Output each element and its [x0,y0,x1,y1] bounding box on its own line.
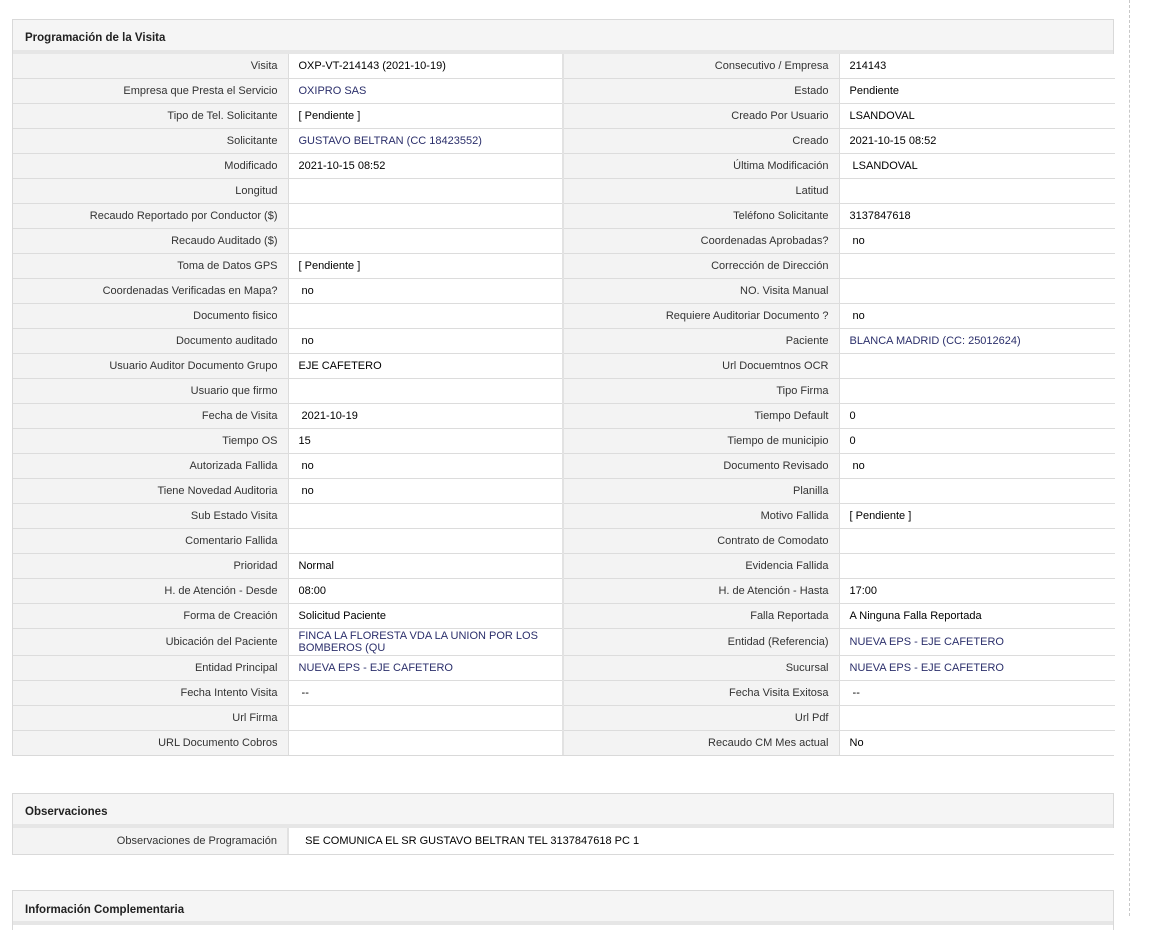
row-label-left: Prioridad [13,554,288,579]
row-label-right: Planilla [563,479,839,504]
row-label-right: Coordenadas Aprobadas? [563,229,839,254]
row-label-left: Tiene Novedad Auditoria [13,479,288,504]
table-row [13,229,1115,254]
row-value-right [839,354,1115,379]
row-value-left: no [288,279,563,304]
row-label-left: Tiempo OS [13,429,288,454]
row-value-left: 08:00 [288,579,563,604]
row-value-right: [ Pendiente ] [839,504,1115,529]
table-row [13,404,1115,429]
row-label-right: Estado [563,79,839,104]
table-row [13,629,1115,656]
row-label-left: Fecha de Visita [13,404,288,429]
row-value-left: -- [288,681,563,706]
row-value-right: LSANDOVAL [839,154,1115,179]
row-value-left: NUEVA EPS - EJE CAFETERO [288,656,563,681]
row-label-left: Autorizada Fallida [13,454,288,479]
row-label-right: Paciente [563,329,839,354]
row-value-right: Pendiente [839,79,1115,104]
row-label-right: Motivo Fallida [563,504,839,529]
table-row [13,379,1115,404]
table-row [13,129,1115,154]
table-row [13,279,1115,304]
row-label-left: Entidad Principal [13,656,288,681]
row-value-right: BLANCA MADRID (CC: 25012624) [839,329,1115,354]
row-label-right: Falla Reportada [563,604,839,629]
row-label-right: Creado [563,129,839,154]
row-value-right: A Ninguna Falla Reportada [839,604,1115,629]
row-value-right: NUEVA EPS - EJE CAFETERO [839,656,1115,681]
row-label-left: Modificado [13,154,288,179]
row-value-left: [ Pendiente ] [288,104,563,129]
row-label-right: Corrección de Dirección [563,254,839,279]
row-value-left: 2021-10-15 08:52 [288,154,563,179]
row-value-left: no [288,329,563,354]
table-row [13,681,1115,706]
row-label-right: Recaudo CM Mes actual [563,731,839,756]
observaciones-value: SE COMUNICA EL SR GUSTAVO BELTRAN TEL 3137847618 PC 1 [288,828,1115,854]
row-label-right: Tipo Firma [563,379,839,404]
row-label-right: Evidencia Fallida [563,554,839,579]
table-row [13,656,1115,681]
row-label-left: Fecha Intento Visita [13,681,288,706]
row-value-right: NUEVA EPS - EJE CAFETERO [839,629,1115,656]
row-label-left: Forma de Creación [13,604,288,629]
row-value-right: 214143 [839,54,1115,79]
table-row [13,254,1115,279]
row-value-right [839,179,1115,204]
row-value-right [839,279,1115,304]
row-label-left: Solicitante [13,129,288,154]
row-label-right: Última Modificación [563,154,839,179]
row-label-left: Sub Estado Visita [13,504,288,529]
row-value-right: 0 [839,429,1115,454]
row-label-right: Requiere Auditoriar Documento ? [563,304,839,329]
row-value-left: FINCA LA FLORESTA VDA LA UNION POR LOS BOMBEROS (QU [288,629,563,656]
row-label-right: Url Docuemtnos OCR [563,354,839,379]
table-row [13,454,1115,479]
row-label-right: Contrato de Comodato [563,529,839,554]
row-value-left: Normal [288,554,563,579]
row-value-left: GUSTAVO BELTRAN (CC 18423552) [288,129,563,154]
row-value-right [839,479,1115,504]
row-label-left: H. de Atención - Desde [13,579,288,604]
row-value-right: no [839,229,1115,254]
row-value-left: OXP-VT-214143 (2021-10-19) [288,54,563,79]
row-value-right: no [839,454,1115,479]
row-label-left: Tipo de Tel. Solicitante [13,104,288,129]
programacion-title: Programación de la Visita [13,20,1113,54]
row-label-right: NO. Visita Manual [563,279,839,304]
row-label-left: Visita [13,54,288,79]
row-value-right [839,554,1115,579]
table-row [13,329,1115,354]
programacion-table [13,54,1115,755]
table-row [13,554,1115,579]
row-label-left: Usuario que firmo [13,379,288,404]
table-row [13,204,1115,229]
row-label-right: Entidad (Referencia) [563,629,839,656]
table-row [13,504,1115,529]
row-label-right: Teléfono Solicitante [563,204,839,229]
row-label-right: H. de Atención - Hasta [563,579,839,604]
programacion-panel [12,19,1114,756]
table-row [13,731,1115,756]
row-label-left: Ubicación del Paciente [13,629,288,656]
row-label-left: URL Documento Cobros [13,731,288,756]
row-value-right: No [839,731,1115,756]
row-label-left: Url Firma [13,706,288,731]
table-row [13,579,1115,604]
table-row [13,706,1115,731]
observaciones-panel [12,793,1114,855]
row-label-right: Consecutivo / Empresa [563,54,839,79]
row-value-right: 17:00 [839,579,1115,604]
row-value-right [839,254,1115,279]
row-value-left [288,731,563,756]
row-value-right [839,379,1115,404]
row-value-right [839,706,1115,731]
row-label-right: Tiempo de municipio [563,429,839,454]
row-label-left: Documento auditado [13,329,288,354]
row-value-right: no [839,304,1115,329]
table-row [13,79,1115,104]
table-row [13,154,1115,179]
row-label-left: Usuario Auditor Documento Grupo [13,354,288,379]
row-label-right: Documento Revisado [563,454,839,479]
row-value-left: no [288,479,563,504]
row-label-left: Empresa que Presta el Servicio [13,79,288,104]
row-value-left: no [288,454,563,479]
row-label-left: Recaudo Reportado por Conductor ($) [13,204,288,229]
complementaria-panel [12,890,1114,930]
row-value-left [288,229,563,254]
row-value-left: [ Pendiente ] [288,254,563,279]
table-row [13,529,1115,554]
row-value-left [288,706,563,731]
row-value-left: EJE CAFETERO [288,354,563,379]
row-value-left: OXIPRO SAS [288,79,563,104]
observaciones-label: Observaciones de Programación [13,828,288,854]
table-row [13,429,1115,454]
row-value-right: 3137847618 [839,204,1115,229]
row-value-right: 0 [839,404,1115,429]
row-label-right: Fecha Visita Exitosa [563,681,839,706]
row-value-left [288,204,563,229]
table-row [13,304,1115,329]
row-value-left: 15 [288,429,563,454]
row-value-right: -- [839,681,1115,706]
row-value-right: 2021-10-15 08:52 [839,129,1115,154]
row-label-left: Documento fisico [13,304,288,329]
table-row [13,354,1115,379]
table-row [13,179,1115,204]
row-label-left: Coordenadas Verificadas en Mapa? [13,279,288,304]
row-label-left: Comentario Fallida [13,529,288,554]
row-label-right: Latitud [563,179,839,204]
row-value-left [288,379,563,404]
row-value-left [288,504,563,529]
row-label-left: Recaudo Auditado ($) [13,229,288,254]
row-value-left: Solicitud Paciente [288,604,563,629]
table-row [13,828,1115,854]
complementaria-title: Información Complementaria [13,891,1113,925]
observaciones-table [13,828,1115,854]
row-value-right: LSANDOVAL [839,104,1115,129]
table-row [13,54,1115,79]
row-value-left: 2021-10-19 [288,404,563,429]
page-dashed-divider [1129,0,1130,916]
row-value-right [839,529,1115,554]
table-row [13,604,1115,629]
row-value-left [288,304,563,329]
row-value-left [288,179,563,204]
row-label-right: Url Pdf [563,706,839,731]
row-label-left: Toma de Datos GPS [13,254,288,279]
row-label-right: Creado Por Usuario [563,104,839,129]
row-value-left [288,529,563,554]
table-row [13,104,1115,129]
table-row [13,479,1115,504]
row-label-left: Longitud [13,179,288,204]
row-label-right: Sucursal [563,656,839,681]
observaciones-title: Observaciones [13,794,1113,828]
row-label-right: Tiempo Default [563,404,839,429]
